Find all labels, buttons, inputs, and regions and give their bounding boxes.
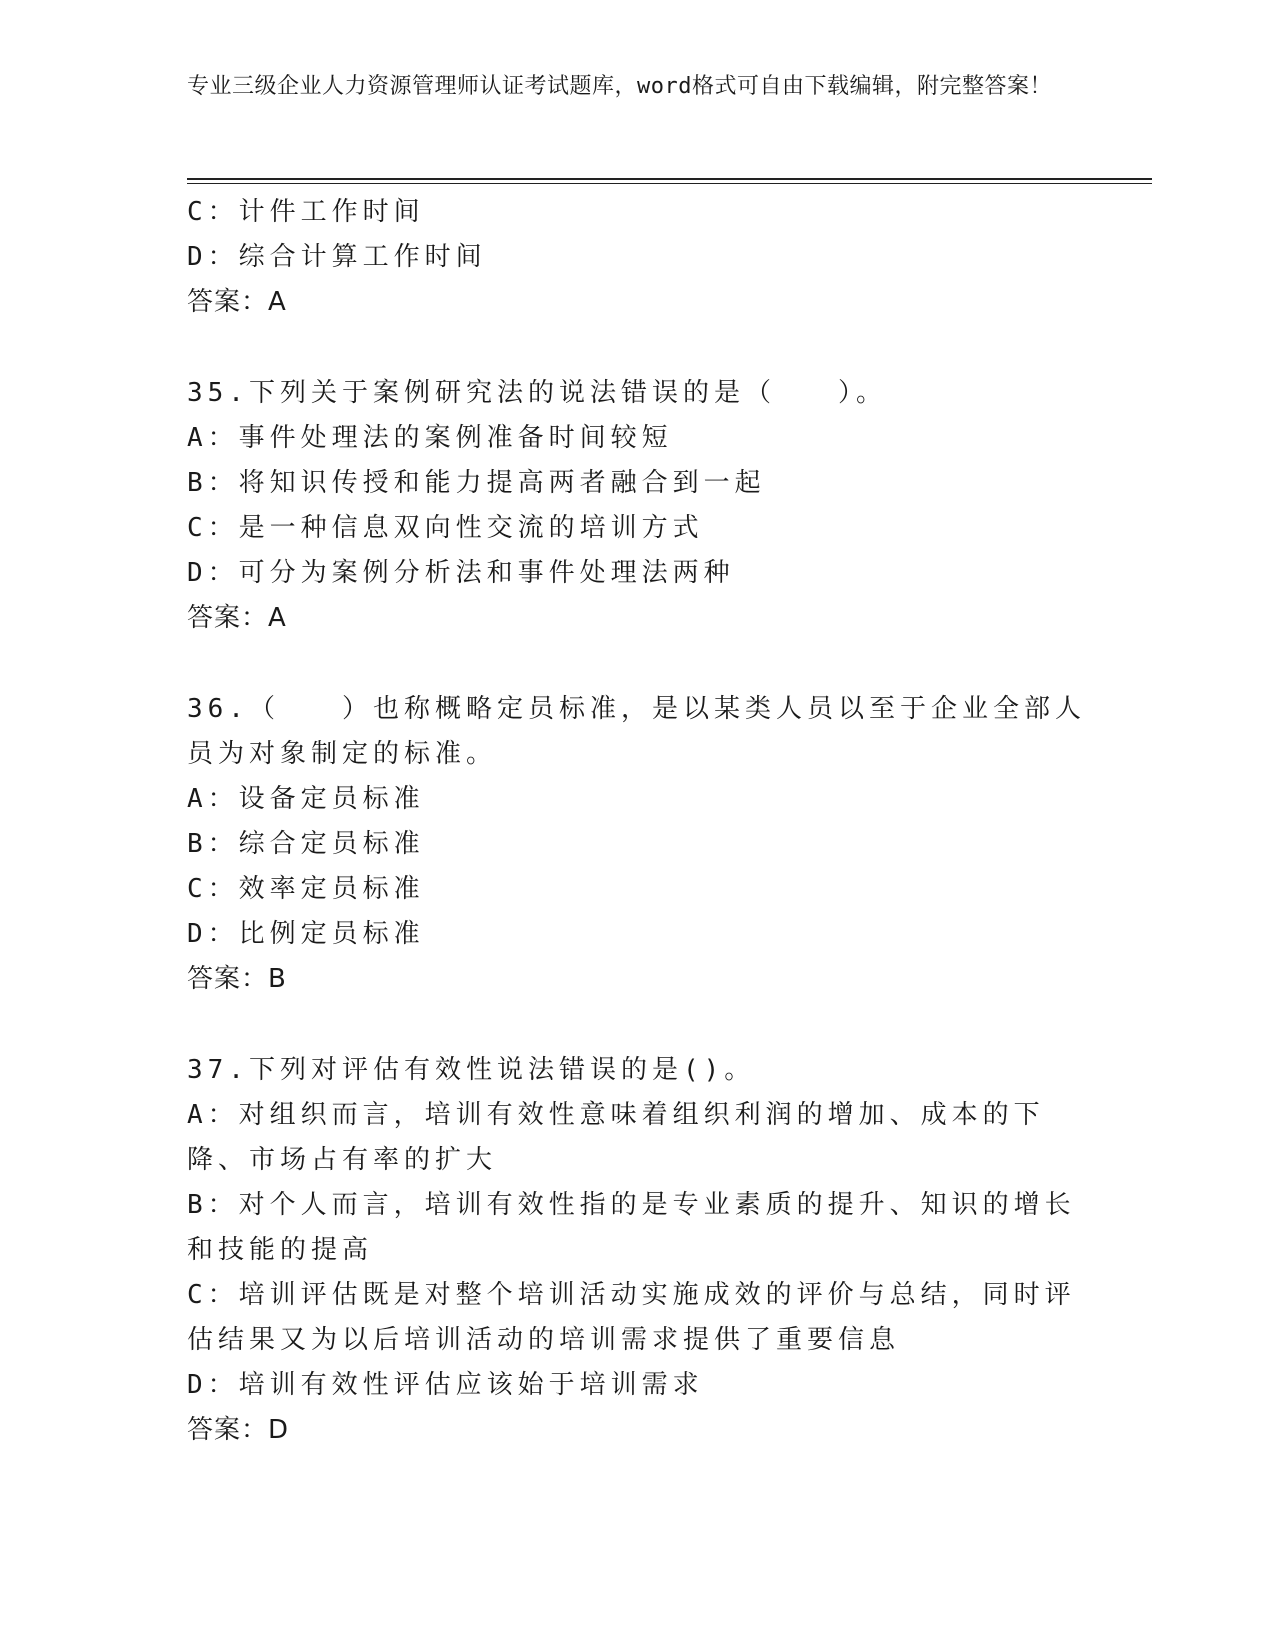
fragment-option-c: C：计件工作时间 xyxy=(187,197,425,227)
question-stem: 36.（ ）也称概略定员标准，是以某类人员以至于企业全部人员为对象制定的标准。 xyxy=(187,694,1086,769)
question-35 xyxy=(187,371,1087,641)
option-a: A：设备定员标准 xyxy=(187,784,425,814)
option-d: D：培训有效性评估应该始于培训需求 xyxy=(187,1370,704,1400)
question-37 xyxy=(187,1048,1087,1453)
question-list xyxy=(187,190,1087,1453)
question-36 xyxy=(187,687,1087,1002)
question-stem: 35.下列关于案例研究法的说法错误的是（ ）。 xyxy=(187,378,887,408)
option-a: A：对组织而言，培训有效性意味着组织利润的增加、成本的下降、市场占有率的扩大 xyxy=(187,1100,1045,1175)
header-rule-thick xyxy=(187,178,1152,180)
document-header: 专业三级企业人力资源管理师认证考试题库，word格式可自由下载编辑，附完整答案！ xyxy=(187,74,1052,99)
question-answer: 答案：A xyxy=(187,603,287,633)
question-answer: 答案：D xyxy=(187,1415,290,1445)
option-a: A：事件处理法的案例准备时间较短 xyxy=(187,423,673,453)
fragment-option-d: D：综合计算工作时间 xyxy=(187,242,487,272)
option-b: B：对个人而言，培训有效性指的是专业素质的提升、知识的增长和技能的提高 xyxy=(187,1190,1076,1265)
question-stem: 37.下列对评估有效性说法错误的是()。 xyxy=(187,1055,756,1085)
option-c: C：是一种信息双向性交流的培训方式 xyxy=(187,513,704,543)
question-answer: 答案：B xyxy=(187,964,287,994)
option-d: D：可分为案例分析法和事件处理法两种 xyxy=(187,558,735,588)
option-c: C：培训评估既是对整个培训活动实施成效的评价与总结，同时评估结果又为以后培训活动的培训需求提供了重要信息 xyxy=(187,1280,1076,1355)
option-d: D：比例定员标准 xyxy=(187,919,425,949)
header-rule-thin xyxy=(187,183,1152,184)
option-c: C：效率定员标准 xyxy=(187,874,425,904)
option-b: B：综合定员标准 xyxy=(187,829,425,859)
fragment-answer: 答案：A xyxy=(187,287,287,317)
option-b: B：将知识传授和能力提高两者融合到一起 xyxy=(187,468,766,498)
